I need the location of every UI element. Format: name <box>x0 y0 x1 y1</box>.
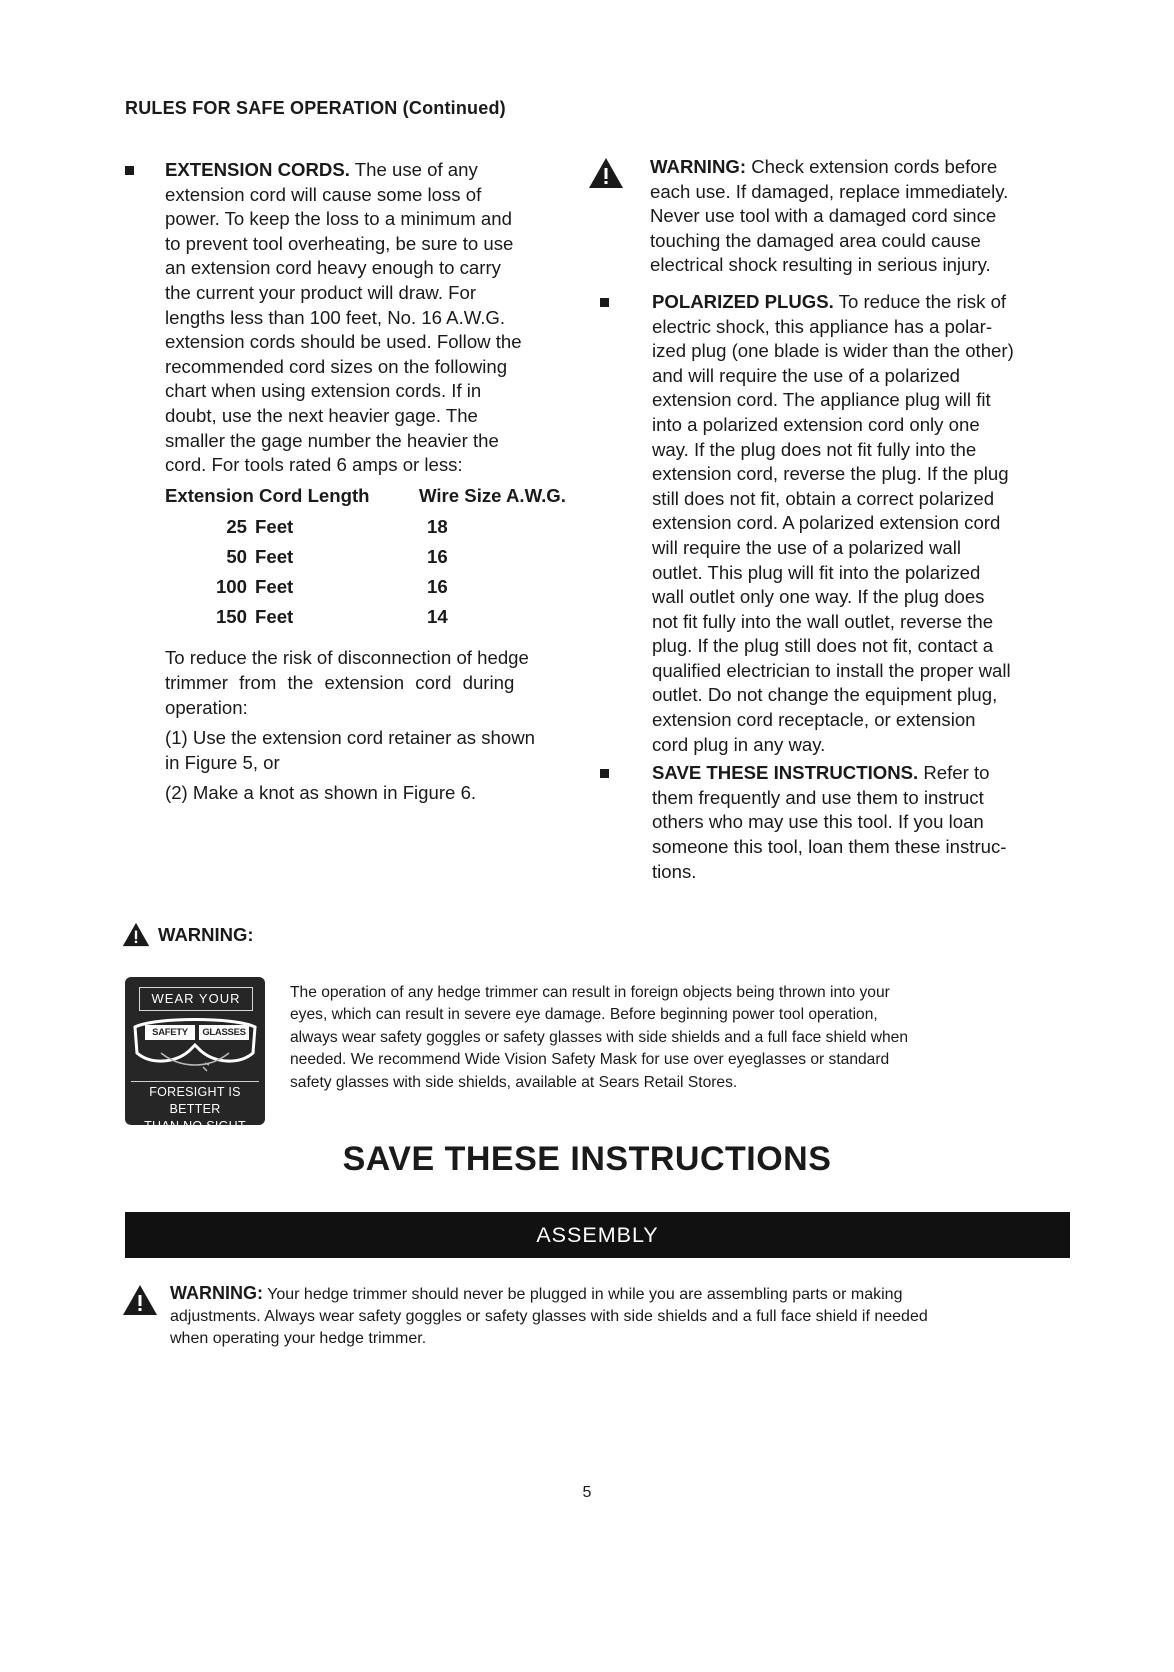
badge-top-text: WEAR YOUR <box>139 987 253 1011</box>
table-row: 50 Feet 16 <box>226 546 448 568</box>
cord-check-warning: WARNING: Check extension cords before each use. If damaged, replace immediately. Never use tool with a damaged cord since touching the damaged area could cause electrical shock resulting in serious injury. <box>588 155 1058 278</box>
step-1: (1) Use the extension cord retainer as shown in Figure 5, or <box>165 727 535 773</box>
extension-cords-item: EXTENSION CORDS. The use of any extension cord will cause some loss of power. To keep the loss to a minimum and to prevent tool overheating, be sure to use an extension cord heavy enough to carry the current your product will draw. For lengths less than 100 feet, No. 16 A.W.G. extension cords should be used. Follow the recommended cord sizes on the following chart when using extension cords. If in doubt, use the next heavier gage. The smaller the gage number the heavier the cord. For tools rated 6 amps or less: <box>125 158 585 478</box>
cord-size-table <box>165 484 585 633</box>
assembly-warning: WARNING: Your hedge trimmer should never be plugged in while you are assembling parts or making adjustments. Always wear safety goggles or safety glasses with side shields and a full face shield if needed when operating your hedge trimmer. <box>122 1282 1082 1350</box>
eye-warning-heading <box>122 922 254 947</box>
warning-label: WARNING: <box>650 156 747 177</box>
right-column <box>588 155 1058 884</box>
warning-label: WARNING: <box>158 923 254 945</box>
table-row: 25 Feet 18 <box>226 516 448 538</box>
bullet-square-icon <box>600 298 609 307</box>
header-length: Extension Cord Length <box>165 484 370 506</box>
warning-triangle-icon <box>122 922 150 947</box>
table-header <box>165 484 585 509</box>
assembly-section-bar: ASSEMBLY <box>125 1212 1070 1258</box>
warning-label: WARNING: <box>170 1283 263 1303</box>
badge-bottom-text: FORESIGHT IS BETTER THAN NO SIGHT <box>131 1081 259 1135</box>
warning-triangle-icon <box>122 1284 158 1316</box>
table-row: 150 Feet 14 <box>215 606 448 628</box>
badge-glasses-word: GLASSES <box>199 1025 249 1040</box>
bullet-square-icon <box>600 769 609 778</box>
warning-triangle-icon <box>588 157 628 193</box>
table-row: 100 Feet 16 <box>215 576 448 598</box>
safety-glasses-badge <box>125 977 265 1133</box>
extension-cords-heading: EXTENSION CORDS. <box>165 159 350 180</box>
section-title: RULES FOR SAFE OPERATION (Continued) <box>125 98 506 118</box>
eye-warning-text: The operation of any hedge trimmer can result in foreign objects being thrown into your eyes, which can result in severe eye damage. Before beginning power tool operation, always wear safety goggles or safety glasses with side shields and a full face shield when needed. We recommend Wide Vision Safety Mask for use over eyeglasses or standard safety glasses with side shields, available at Sears Retail Stores. <box>290 984 909 1091</box>
goggles-icon <box>131 1013 259 1073</box>
badge-safety-word: SAFETY <box>145 1025 195 1040</box>
polarized-plugs-item: POLARIZED PLUGS. To reduce the risk of electric shock, this appliance has a polar- ized plug (one blade is wider than the other) and will require the use of a polarized extension cord. The appliance plug will fit into a polarized extension cord only one way. If the plug does not fit fully into the extension cord, reverse the plug. If the plug still does not fit, obtain a correct polarized extension cord. A polarized extension cord will require the use of a polarized wall outlet. This plug will fit into the polarized wall outlet only one way. If the plug does not fit fully into the wall outlet, reverse the plug. If the plug still does not fit, contact a qualified electrician to install the proper wall outlet. Do not change the equipment plug, extension cord receptacle, or extension cord plug in any way. <box>588 290 1058 757</box>
save-instructions-heading: SAVE THESE INSTRUCTIONS. <box>652 762 919 784</box>
save-instructions-title: SAVE THESE INSTRUCTIONS <box>342 1140 832 1178</box>
polarized-plugs-heading: POLARIZED PLUGS. <box>652 290 834 312</box>
step-2: (2) Make a knot as shown in Figure 6. <box>165 782 477 804</box>
header-wire: Wire Size A.W.G. <box>419 484 566 506</box>
save-instructions-item: SAVE THESE INSTRUCTIONS. Refer to them frequently and use them to instruct others who may use this tool. If you loan someone this tool, loan them these instruc- tions. <box>588 761 1058 884</box>
disconnect-paragraph: To reduce the risk of disconnection of hedge trimmer from the extension cord during operation: <box>165 647 529 718</box>
bullet-square-icon <box>125 166 134 175</box>
left-column <box>125 158 585 806</box>
page-number: 5 <box>582 1484 592 1501</box>
